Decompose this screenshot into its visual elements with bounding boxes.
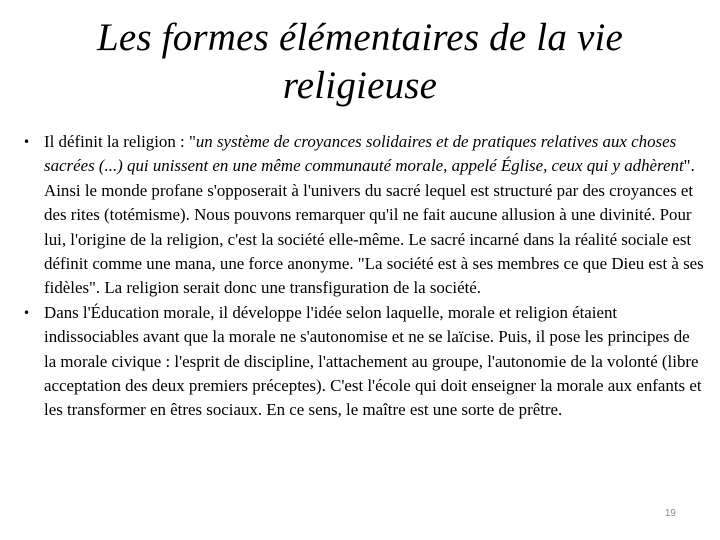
title-line-1: Les formes élémentaires de la vie bbox=[96, 16, 624, 59]
bullet-quote-italic: un système de croyances solidaires et de pratiques relatives aux choses sacrées (...) qui unissent en une même communauté morale, appelé Église, ceux qui y adhèrent bbox=[44, 132, 684, 176]
bullet-icon: • bbox=[23, 305, 31, 320]
bullet-text-end: ". Ainsi le monde profane s'opposerait à l'univers du sacré lequel est structuré par des croyances et des rites (totémisme). Nous pouvons remarquer qu'il ne fait aucune allusion à une divinité. Pour lui, l'origine de la religion, c'est la société elle-même. Le sacré incarné dans la réalité sociale est définit comme une mana, une force anonyme. "La société est à ses membres ce que Dieu est à ses fidèles". La religion serait donc une transfiguration de la société. bbox=[44, 156, 704, 298]
bullet-item-religion-definition bbox=[23, 130, 704, 301]
page-number: 19 bbox=[664, 508, 676, 519]
bullet-text: Dans l'Éducation morale, il développe l'idée selon laquelle, morale et religion étaient indissociables avant que la morale ne s'autonomise et ne se laïcise. Puis, il pose les principes de la morale civique : l'esprit de discipline, l'attachement au groupe, l'autonomie de la volonté (libre acceptation des deux premiers préceptes). C'est l'école qui doit enseigner la morale aux enfants et les transformer en êtres sociaux. En ce sens, le maître est une sorte de prêtre. bbox=[44, 302, 702, 420]
bullet-item-education-morale bbox=[23, 301, 704, 423]
slide-title bbox=[20, 14, 700, 110]
bullet-icon: • bbox=[23, 135, 31, 149]
title-line-2: religieuse bbox=[282, 64, 438, 107]
bullet-list bbox=[23, 130, 704, 423]
bullet-text-start: Il définit la religion : " bbox=[44, 132, 196, 151]
